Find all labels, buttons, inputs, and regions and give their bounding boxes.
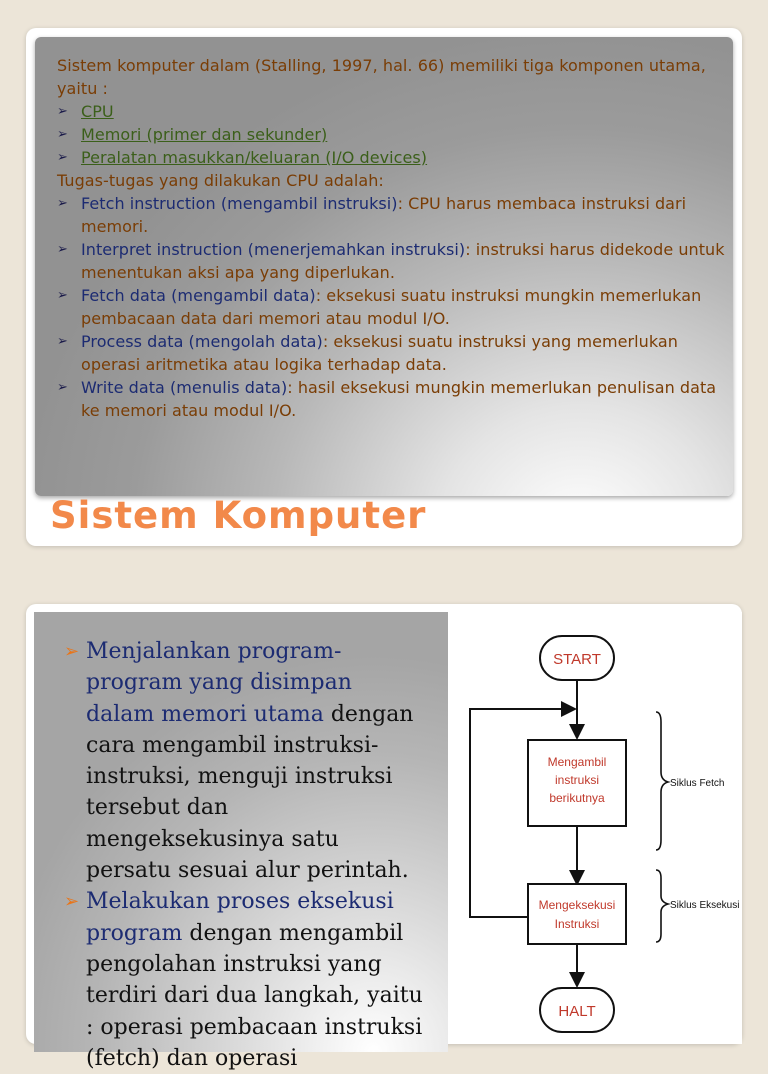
function-list [64,636,424,1074]
execute-box [528,884,626,944]
execute-label-2: Instruksi [554,917,600,931]
list-item [57,123,725,146]
task-desc: : eksekusi suatu instruksi yang memerlukan operasi aritmetika atau logika terhadap data. [81,332,678,374]
task-term: Interpret instruction (menerjemahkan instruksi) [81,240,466,259]
task-desc: : instruksi harus didekode untuk menentukan aksi apa yang diperlukan. [81,240,725,282]
slide-title: Sistem Komputer [50,494,427,537]
slide-1 [26,28,742,546]
list-item [57,376,725,422]
task-list [57,192,725,422]
task-desc: : CPU harus membaca instruksi dari memori. [81,194,687,236]
start-label: START [553,651,601,668]
intro-text: Sistem komputer dalam (Stalling, 1997, hal. 66) memiliki tiga komponen utama, yaitu : [57,56,706,98]
list-item [57,100,725,123]
instruction-cycle-flowchart [448,612,742,1044]
flowchart-svg [448,612,742,1044]
component-link-cpu[interactable]: CPU [81,102,114,121]
arrow-bullet-icon: ➢ [57,150,68,165]
list-item [57,146,725,169]
list-item [64,886,424,1074]
arrow-bullet-icon: ➢ [64,641,80,662]
task-term: Fetch data (mengambil data) [81,286,316,305]
execute-cycle-label: Siklus Eksekusi [670,900,740,911]
task-term: Process data (mengolah data) [81,332,323,351]
fetch-label-1: Mengambil [547,755,607,769]
text-panel [34,612,448,1071]
arrow-bullet-icon: ➢ [57,334,68,349]
item-highlight: Melakukan proses eksekusi program [86,889,394,946]
arrow-bullet-icon: ➢ [57,380,68,395]
tasks-heading: Tugas-tugas yang dilakukan CPU adalah: [57,171,384,190]
fetch-label-2: instruksi [554,773,600,787]
arrow-bullet-icon: ➢ [57,104,68,119]
fetch-brace [656,712,668,850]
item-text: dengan cara mengambil instruksi-instruksi, menguji instruksi tersebut dan mengeksekusinya satu persatu sesuai alur perintah. [86,701,414,884]
content-text [64,636,424,1074]
task-desc: : eksekusi suatu instruksi mungkin memerlukan pembacaan data dari memori atau modul I/O. [81,286,702,328]
list-item [57,284,725,330]
arrow-bullet-icon: ➢ [57,127,68,142]
content-panel [35,37,733,496]
task-desc: : hasil eksekusi mungkin memerlukan penulisan data ke memori atau modul I/O. [81,378,717,420]
arrow-bullet-icon: ➢ [64,891,80,913]
fetch-label-3: berikutnya [549,791,605,805]
component-list [57,100,725,169]
component-link-memori[interactable]: Memori (primer dan sekunder) [81,125,328,144]
execute-label-1: Mengeksekusi [538,898,616,912]
item-highlight: Menjalankan program-program yang disimpan dalam memori utama [86,639,352,727]
execute-brace [656,870,668,942]
list-item [57,238,725,284]
item-text: dengan mengambil pengolahan instruksi yang terdiri dari dua langkah, yaitu : operasi pembacaan instruksi (fetch) dan operasi [86,920,423,1071]
slide-2 [26,604,742,1071]
task-term: Write data (menulis data) [81,378,288,397]
list-item [57,330,725,376]
list-item [64,636,424,886]
list-item [57,192,725,238]
fetch-cycle-label: Siklus Fetch [670,778,725,789]
arrow-bullet-icon: ➢ [57,196,68,211]
task-term: Fetch instruction (mengambil instruksi) [81,194,398,213]
component-link-io[interactable]: Peralatan masukkan/keluaran (I/O devices) [81,148,428,167]
arrow-bullet-icon: ➢ [57,242,68,257]
halt-label: HALT [558,1003,596,1020]
content-text [57,54,725,422]
arrow-bullet-icon: ➢ [57,288,68,303]
